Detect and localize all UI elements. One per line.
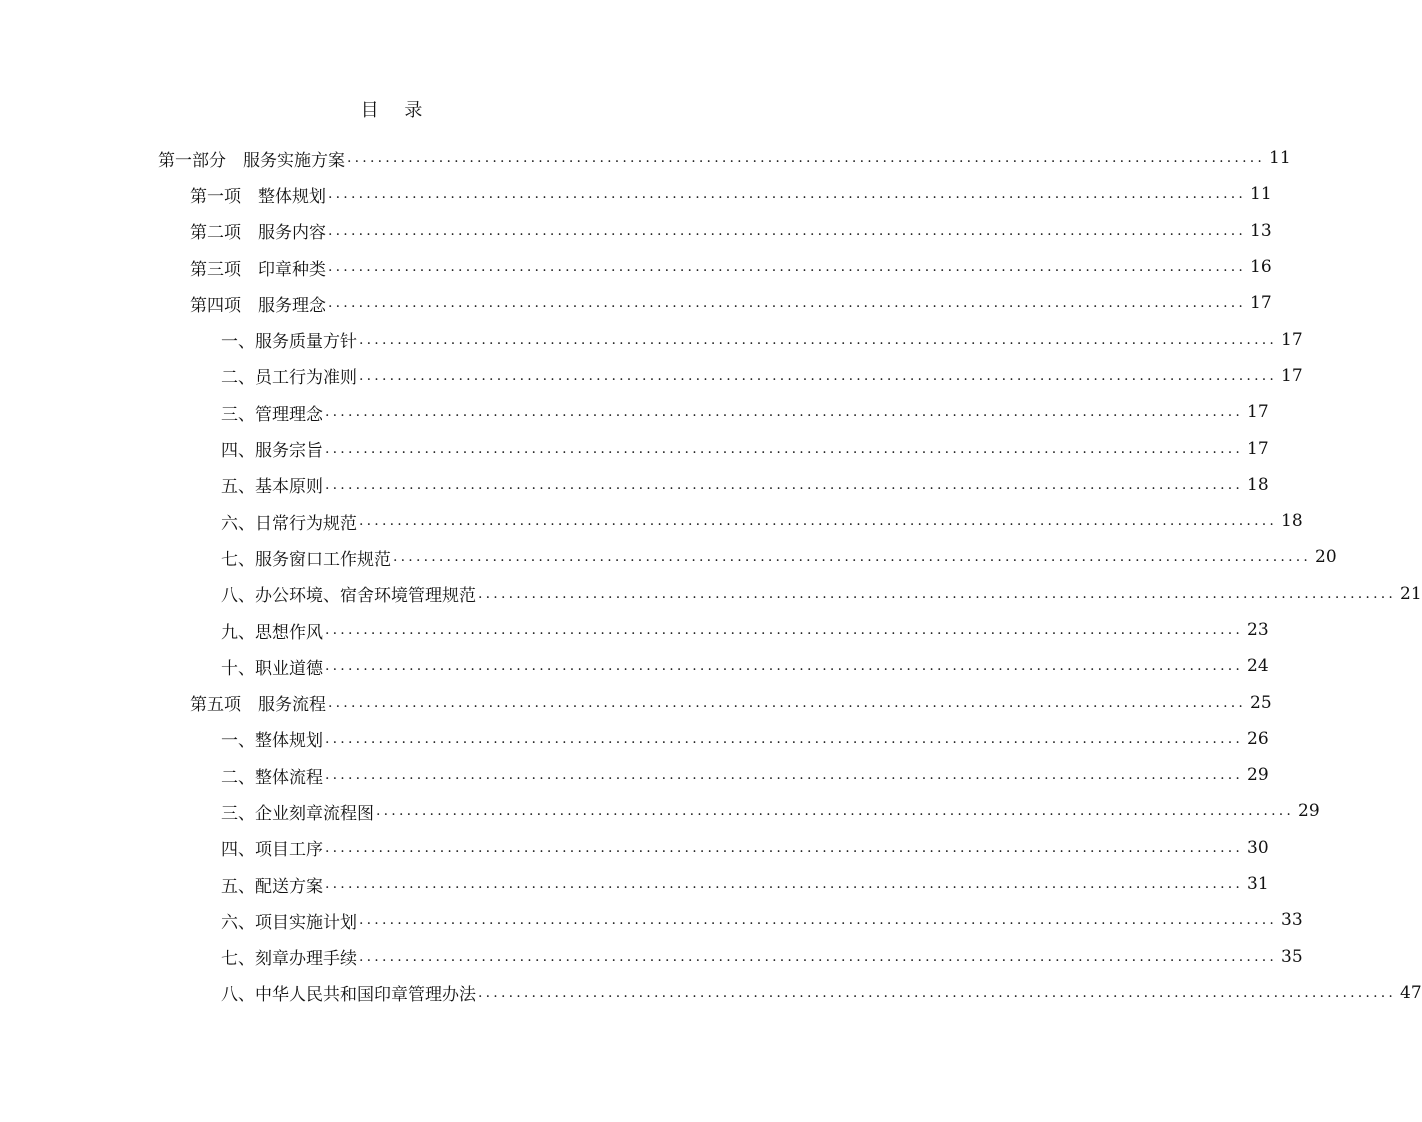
toc-entry-label: 三、管理理念: [221, 404, 323, 425]
toc-entry[interactable]: [221, 321, 1303, 357]
toc-leader-dots: ........................................................................................................................: [328, 259, 1247, 276]
toc-entry-page: 26: [1247, 728, 1269, 749]
toc-entry[interactable]: [221, 648, 1269, 684]
toc-entry-label: 四、服务宗旨: [221, 441, 323, 462]
toc-entry[interactable]: [221, 430, 1269, 466]
toc-leader-dots: ........................................................................................................................: [376, 803, 1295, 820]
toc-entry-page: 24: [1247, 656, 1269, 677]
toc-entry-label: 七、服务窗口工作规范: [221, 549, 391, 570]
toc-entry[interactable]: [221, 939, 1303, 975]
toc-entry-label: 第五项 服务流程: [190, 695, 326, 716]
toc-entry-label: 六、项目实施计划: [221, 912, 357, 933]
toc-entry[interactable]: [221, 830, 1269, 866]
toc-entry-page: 35: [1281, 946, 1303, 967]
toc-leader-dots: ........................................................................................................................: [359, 912, 1278, 929]
toc-entry-label: 一、服务质量方针: [221, 332, 357, 353]
toc-entry-label: 第四项 服务理念: [190, 295, 326, 316]
toc-entry-page: 17: [1281, 329, 1303, 350]
toc-leader-dots: ........................................................................................................................: [325, 876, 1244, 893]
toc-entry[interactable]: [221, 721, 1269, 757]
toc-leader-dots: ........................................................................................................................: [347, 150, 1266, 167]
toc-entry-page: 29: [1298, 801, 1320, 822]
toc-entry-page: 18: [1281, 511, 1303, 532]
toc-entry[interactable]: [221, 467, 1269, 503]
toc-entry-page: 30: [1247, 837, 1269, 858]
toc-entry-label: 一、整体规划: [221, 731, 323, 752]
toc-leader-dots: ........................................................................................................................: [325, 658, 1244, 675]
toc-leader-dots: ........................................................................................................................: [328, 295, 1247, 312]
toc-leader-dots: ........................................................................................................................: [325, 730, 1244, 747]
toc-entry-page: 18: [1247, 474, 1269, 495]
toc-leader-dots: ........................................................................................................................: [393, 549, 1312, 566]
toc-title: 目 录: [360, 100, 433, 121]
toc-entry-label: 九、思想作风: [221, 622, 323, 643]
table-of-contents: [0, 140, 1422, 1011]
toc-entry-page: 33: [1281, 910, 1303, 931]
toc-entry-page: 21: [1400, 583, 1422, 604]
toc-leader-dots: ........................................................................................................................: [328, 186, 1247, 203]
toc-entry-label: 七、刻章办理手续: [221, 949, 357, 970]
toc-entry[interactable]: [190, 213, 1272, 249]
toc-entry[interactable]: [221, 757, 1269, 793]
toc-entry-label: 六、日常行为规范: [221, 513, 357, 534]
toc-entry-page: 16: [1250, 257, 1272, 278]
toc-leader-dots: ........................................................................................................................: [325, 404, 1244, 421]
toc-leader-dots: ........................................................................................................................: [325, 476, 1244, 493]
toc-leader-dots: ........................................................................................................................: [359, 367, 1278, 384]
toc-leader-dots: ........................................................................................................................: [325, 839, 1244, 856]
toc-entry-label: 五、基本原则: [221, 477, 323, 498]
toc-entry-label: 二、整体流程: [221, 767, 323, 788]
toc-entry-page: 11: [1269, 148, 1291, 169]
toc-entry[interactable]: [190, 684, 1272, 720]
toc-leader-dots: ........................................................................................................................: [359, 331, 1278, 348]
toc-entry-label: 第三项 印章种类: [190, 259, 326, 280]
toc-entry[interactable]: [221, 539, 1337, 575]
toc-leader-dots: ........................................................................................................................: [478, 585, 1397, 602]
toc-leader-dots: ........................................................................................................................: [325, 622, 1244, 638]
toc-entry-page: 17: [1247, 402, 1269, 423]
toc-leader-dots: ........................................................................................................................: [359, 513, 1278, 530]
toc-entry-label: 八、办公环境、宿舍环境管理规范: [221, 586, 476, 607]
toc-entry[interactable]: [221, 576, 1422, 612]
toc-entry-label: 十、职业道德: [221, 658, 323, 679]
toc-entry[interactable]: [221, 358, 1303, 394]
toc-leader-dots: ........................................................................................................................: [325, 440, 1244, 457]
toc-entry[interactable]: [190, 176, 1272, 212]
toc-entry[interactable]: [221, 975, 1422, 1011]
toc-entry-page: 11: [1250, 184, 1272, 205]
toc-entry-label: 八、中华人民共和国印章管理办法: [221, 985, 476, 1006]
toc-leader-dots: ........................................................................................................................: [359, 948, 1278, 965]
toc-entry-page: 17: [1247, 438, 1269, 459]
toc-entry-label: 第一项 整体规划: [190, 186, 326, 207]
toc-leader-dots: ........................................................................................................................: [328, 694, 1247, 711]
toc-leader-dots: ........................................................................................................................: [325, 767, 1244, 784]
toc-entry-page: 25: [1250, 692, 1272, 713]
toc-entry-label: 第二项 服务内容: [190, 223, 326, 244]
toc-entry[interactable]: [221, 503, 1303, 539]
toc-leader-dots: ........................................................................................................................: [328, 222, 1247, 239]
toc-entry-page: 29: [1247, 765, 1269, 786]
toc-leader-dots: ........................................................................................................................: [478, 984, 1397, 1001]
toc-entry[interactable]: [221, 612, 1269, 648]
toc-entry[interactable]: [190, 285, 1272, 321]
toc-entry-page: 17: [1281, 365, 1303, 386]
toc-entry[interactable]: [221, 793, 1320, 829]
toc-entry-page: 13: [1250, 220, 1272, 241]
toc-entry-page: 23: [1247, 620, 1269, 640]
toc-entry-label: 二、员工行为准则: [221, 368, 357, 389]
toc-entry-page: 20: [1315, 547, 1337, 568]
toc-entry-page: 17: [1250, 293, 1272, 314]
toc-entry-label: 第一部分 服务实施方案: [158, 150, 345, 171]
toc-entry-label: 五、配送方案: [221, 876, 323, 897]
toc-entry[interactable]: [221, 866, 1269, 902]
toc-entry-label: 四、项目工序: [221, 840, 323, 861]
toc-entry-label: 三、企业刻章流程图: [221, 803, 374, 824]
toc-entry-page: 47: [1400, 982, 1422, 1003]
toc-entry[interactable]: [190, 249, 1272, 285]
toc-entry[interactable]: [158, 140, 1291, 176]
toc-entry[interactable]: [221, 902, 1303, 938]
toc-entry-page: 31: [1247, 874, 1269, 895]
toc-entry[interactable]: [221, 394, 1269, 430]
